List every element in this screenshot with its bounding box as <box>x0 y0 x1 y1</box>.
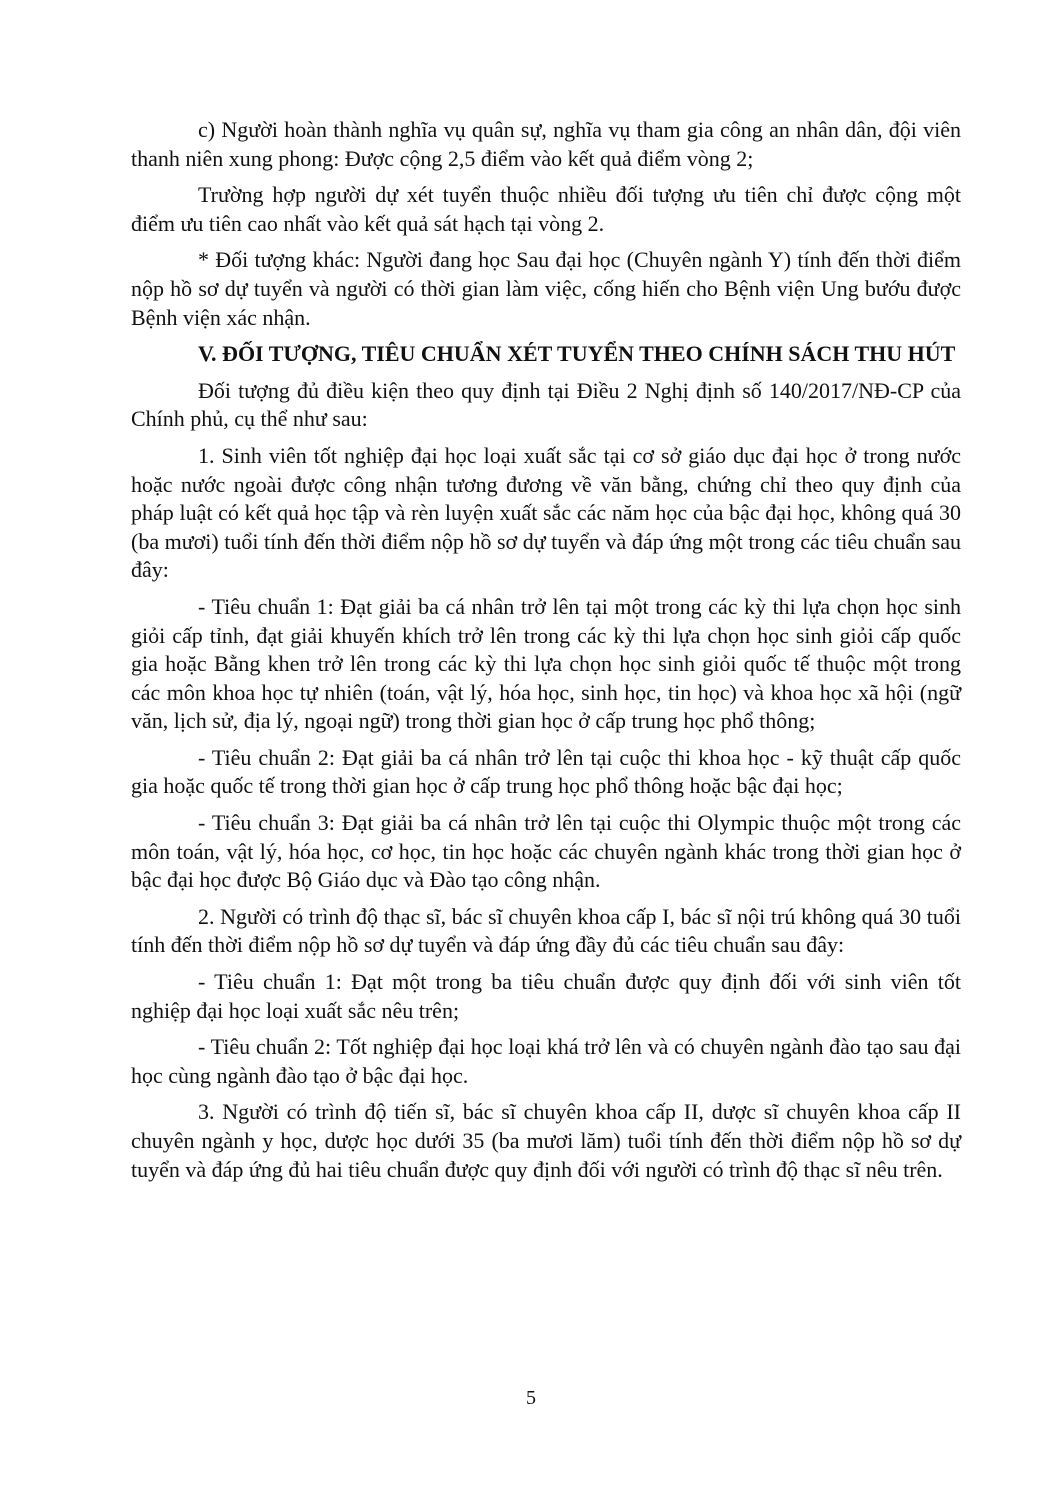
paragraph-eligible-subjects: Đối tượng đủ điều kiện theo quy định tại Điều 2 Nghị định số 140/2017/NĐ-CP của Chính phủ, cụ thể như sau: <box>131 377 961 432</box>
paragraph-item-1-criterion-1: - Tiêu chuẩn 1: Đạt giải ba cá nhân trở lên tại một trong các kỳ thi lựa chọn học sinh giỏi cấp tỉnh, đạt giải khuyến khích trở lên trong các kỳ thi lựa chọn học sinh giỏi cấp quốc gia hoặc Bằng khen trở lên trong các kỳ thi lựa chọn học sinh giỏi quốc tế thuộc một trong các môn khoa học tự nhiên (toán, vật lý, hóa học, sinh học, tin học) và khoa học xã hội (ngữ văn, lịch sử, địa lý, ngoại ngữ) trong thời gian học ở cấp trung học phổ thông; <box>131 593 961 734</box>
paragraph-other-subjects: * Đối tượng khác: Người đang học Sau đại học (Chuyên ngành Y) tính đến thời điểm nộp hồ sơ dự tuyển và người có thời gian làm việc, cống hiến cho Bệnh viện Ung bướu được Bệnh viện xác nhận. <box>131 247 961 330</box>
paragraph-item-1: 1. Sinh viên tốt nghiệp đại học loại xuất sắc tại cơ sở giáo dục đại học ở trong nước hoặc nước ngoài được công nhận tương đương về văn bằng, chứng chỉ theo quy định của pháp luật có kết quả học tập và rèn luyện xuất sắc các năm học của bậc đại học, không quá 30 (ba mươi) tuổi tính đến thời điểm nộp hồ sơ dự tuyển và đáp ứng một trong các tiêu chuẩn sau đây: <box>131 442 961 583</box>
paragraph-item-2-criterion-1: - Tiêu chuẩn 1: Đạt một trong ba tiêu chuẩn được quy định đối với sinh viên tốt nghiệp đại học loại xuất sắc nêu trên; <box>131 969 961 1023</box>
paragraph-multiple-priority: Trường hợp người dự xét tuyển thuộc nhiều đối tượng ưu tiên chỉ được cộng một điểm ưu tiên cao nhất vào kết quả sát hạch tại vòng 2. <box>131 182 961 236</box>
paragraph-item-2-criterion-2: - Tiêu chuẩn 2: Tốt nghiệp đại học loại khá trở lên và có chuyên ngành đào tạo sau đại học cùng ngành đào tạo ở bậc đại học. <box>131 1034 961 1088</box>
paragraph-item-1-criterion-2: - Tiêu chuẩn 2: Đạt giải ba cá nhân trở lên tại cuộc thi khoa học - kỹ thuật cấp quốc gia hoặc quốc tế trong thời gian học ở cấp trung học phổ thông hoặc bậc đại học; <box>131 744 961 799</box>
page-body <box>131 116 961 1192</box>
paragraph-item-1-criterion-3: - Tiêu chuẩn 3: Đạt giải ba cá nhân trở lên tại cuộc thi Olympic thuộc một trong các môn toán, vật lý, hóa học, cơ học, tin học hoặc các chuyên ngành khác trong thời gian học ở bậc đại học được Bộ Giáo dục và Đào tạo công nhận. <box>131 810 961 893</box>
section-heading: V. ĐỐI TƯỢNG, TIÊU CHUẨN XÉT TUYỂN THEO CHÍNH SÁCH THU HÚT <box>198 341 956 367</box>
paragraph-item-2: 2. Người có trình độ thạc sĩ, bác sĩ chuyên khoa cấp I, bác sĩ nội trú không quá 30 tuổi tính đến thời điểm nộp hồ sơ dự tuyển và đáp ứng đầy đủ các tiêu chuẩn sau đây: <box>131 903 961 958</box>
paragraph-priority-c: c) Người hoàn thành nghĩa vụ quân sự, nghĩa vụ tham gia công an nhân dân, đội viên thanh niên xung phong: Được cộng 2,5 điểm vào kết quả điểm vòng 2; <box>131 117 961 171</box>
page-number: 5 <box>526 1387 536 1409</box>
paragraph-item-3: 3. Người có trình độ tiến sĩ, bác sĩ chuyên khoa cấp II, dược sĩ chuyên khoa cấp II chuyên ngành y học, dược học dưới 35 (ba mươi lăm) tuổi tính đến thời điểm nộp hồ sơ dự tuyển và đáp ứng đủ hai tiêu chuẩn được quy định đối với người có trình độ thạc sĩ nêu trên. <box>131 1099 961 1182</box>
